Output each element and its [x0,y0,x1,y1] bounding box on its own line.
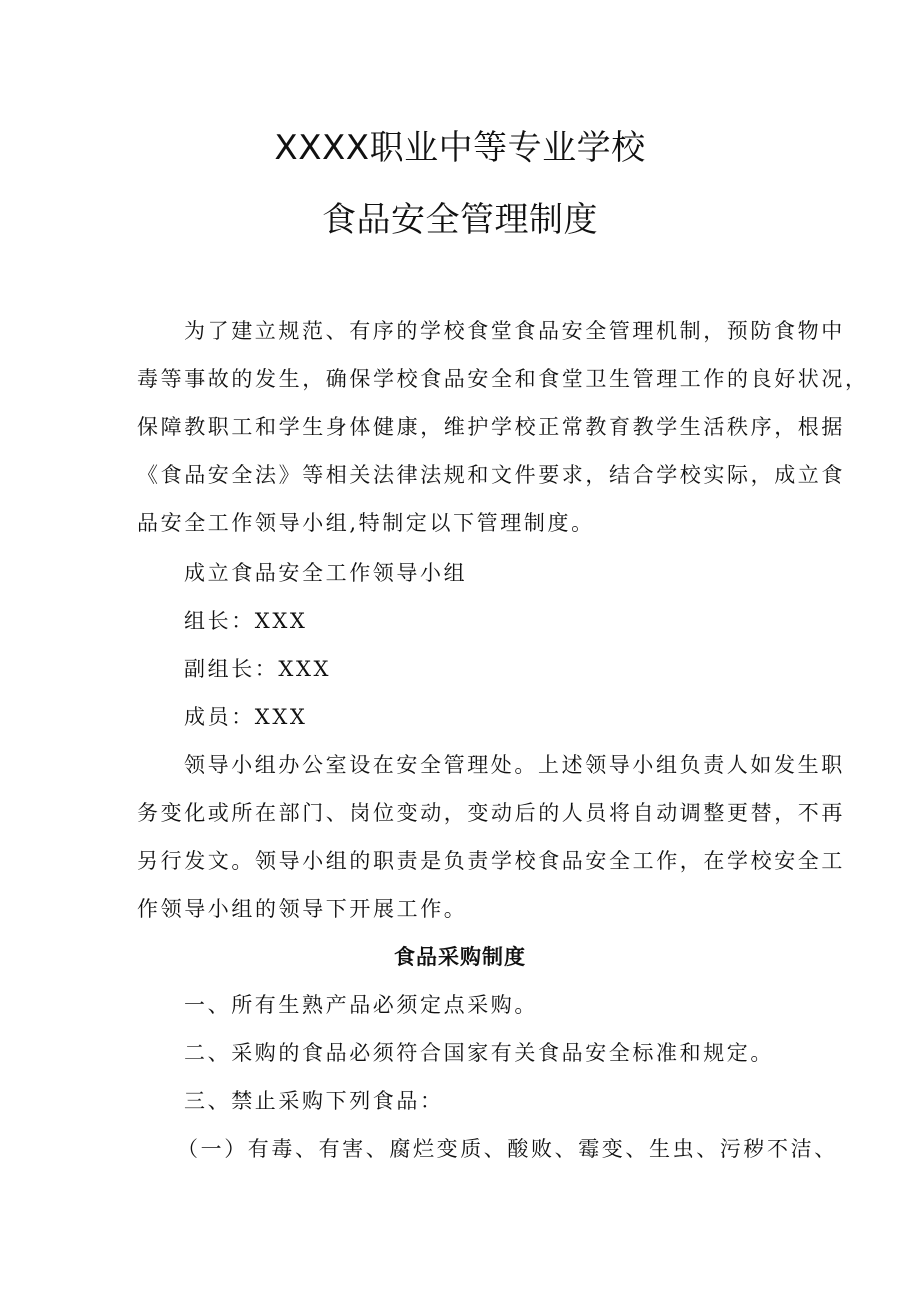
intro-line: 保障教职工和学生身体健康，维护学校正常教育教学生活秩序，根据 [137,415,845,439]
group-heading: 成立食品安全工作领导小组 [184,561,468,585]
intro-line: 品安全工作领导小组,特制定以下管理制度。 [137,511,595,535]
office-line: 作领导小组的领导下开展工作。 [137,897,468,921]
intro-line: 《食品安全法》等相关法律法规和文件要求，结合学校实际，成立食 [137,463,845,487]
group-deputy: 副组长：XXX [184,657,332,681]
document-title-policy: 食品安全管理制度 [322,200,598,240]
group-members: 成员：XXX [184,705,308,729]
intro-line: 毒等事故的发生，确保学校食品安全和食堂卫生管理工作的良好状况， [137,367,869,391]
office-line: 务变化或所在部门、岗位变动，变动后的人员将自动调整更替，不再 [137,801,845,825]
intro-paragraph [137,307,869,547]
procurement-heading: 食品采购制度 [394,945,526,969]
group-leader: 组长：XXX [184,609,308,633]
procurement-item: 一、所有生熟产品必须定点采购。 [184,993,538,1017]
office-paragraph [137,741,845,933]
procurement-item: 三、禁止采购下列食品： [184,1089,444,1113]
procurement-item: 二、采购的食品必须符合国家有关食品安全标准和规定。 [184,1041,774,1065]
office-line: 另行发文。领导小组的职责是负责学校食品安全工作，在学校安全工 [137,849,845,873]
office-line: 领导小组办公室设在安全管理处。上述领导小组负责人如发生职 [184,753,845,777]
document-title-school: XXXX职业中等专业学校 [274,128,646,168]
intro-line: 为了建立规范、有序的学校食堂食品安全管理机制，预防食物中 [184,319,845,343]
procurement-sub-item: （一）有毒、有害、腐烂变质、酸败、霉变、生虫、污秽不洁、 [177,1137,838,1161]
